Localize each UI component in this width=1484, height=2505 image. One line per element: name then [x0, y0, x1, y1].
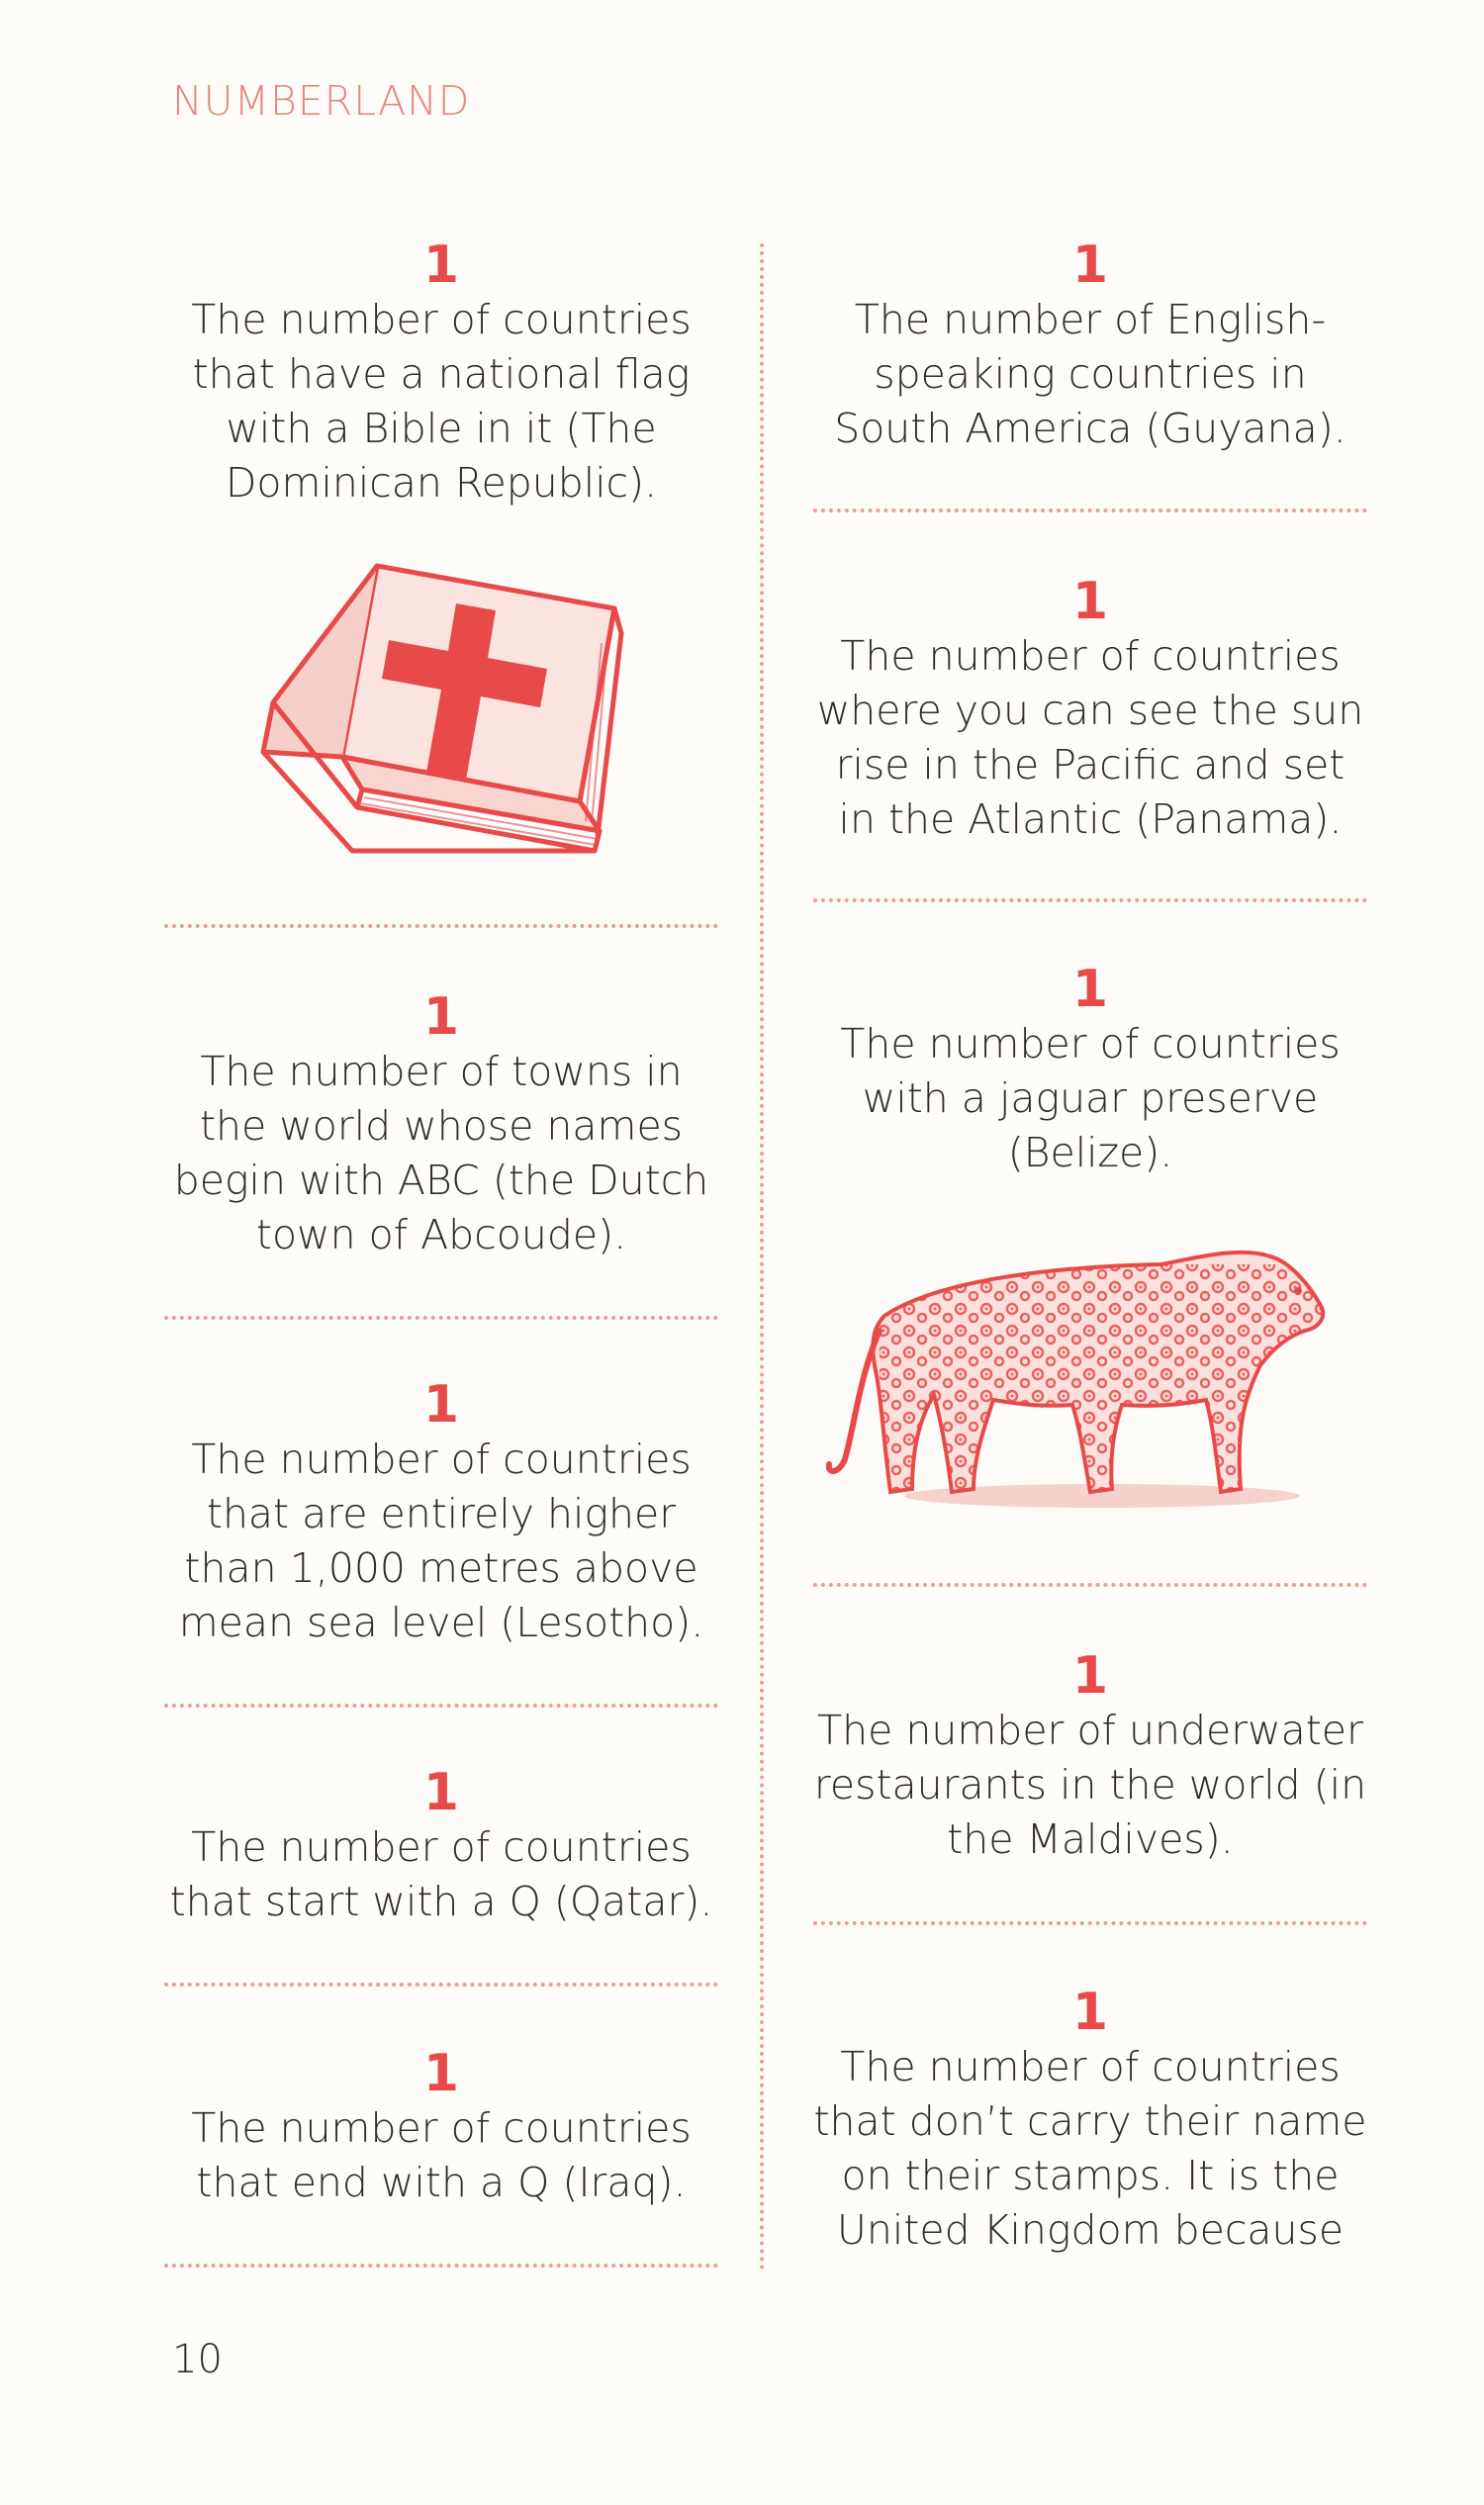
fact-number: 1 — [422, 987, 460, 1047]
fact-number: 1 — [422, 1763, 460, 1822]
separator — [813, 1921, 1367, 1925]
fact-item — [813, 962, 1367, 1180]
fact-text: The number of towns in the world whose names begin with ABC (the Dutch town of Abcoude). — [173, 1048, 709, 1258]
fact-number: 1 — [1071, 1646, 1109, 1706]
separator — [813, 509, 1367, 512]
separator — [813, 898, 1367, 902]
fact-item — [164, 1377, 718, 1650]
separator — [164, 1704, 718, 1708]
running-header: NUMBERLAND — [172, 77, 471, 125]
fact-text: The number of countries where you can see the sun rise in the Pacific and set in the Atlantic (Panama). — [816, 632, 1364, 843]
fact-number: 1 — [1071, 960, 1109, 1019]
separator — [164, 924, 718, 928]
fact-item — [164, 237, 718, 510]
fact-number: 1 — [422, 2044, 460, 2103]
fact-item — [164, 2046, 718, 2210]
fact-number: 1 — [422, 235, 460, 295]
right-column — [813, 0, 1367, 2505]
bible-icon — [253, 554, 629, 881]
fact-text: The number of countries that end with a Q (Iraq). — [191, 2104, 692, 2206]
page-number: 10 — [172, 2337, 223, 2382]
fact-number: 1 — [1071, 235, 1109, 295]
fact-text: The number of underwater restaurants in the world (in the Maldives). — [813, 1707, 1367, 1863]
separator — [164, 1316, 718, 1320]
fact-text: The number of countries that start with a Q (Qatar). — [169, 1823, 713, 1925]
separator — [164, 2264, 718, 2268]
fact-number: 1 — [422, 1375, 460, 1435]
fact-text: The number of countries that have a national flag with a Bible in it (The Dominican Republic). — [191, 296, 692, 507]
fact-text: The number of countries that are entirely higher than 1,000 metres above mean sea level (Lesotho). — [178, 1436, 704, 1646]
fact-item — [813, 1985, 1367, 2258]
fact-number: 1 — [1071, 572, 1109, 631]
fact-item — [813, 574, 1367, 847]
left-column — [164, 0, 718, 2505]
fact-item — [813, 1648, 1367, 1867]
separator — [164, 1983, 718, 1987]
fact-item — [164, 1765, 718, 1929]
fact-text: The number of countries with a jaguar preserve (Belize). — [840, 1020, 1341, 1176]
column-divider — [760, 243, 764, 2272]
jaguar-icon — [825, 1237, 1349, 1533]
fact-text: The number of countries that don’t carry their name on their stamps. It is the United Kingdom because — [813, 2043, 1367, 2254]
separator — [813, 1583, 1367, 1587]
fact-item — [164, 989, 718, 1262]
fact-item — [813, 237, 1367, 456]
fact-number: 1 — [1071, 1983, 1109, 2042]
fact-text: The number of English-speaking countries in South America (Guyana). — [834, 296, 1346, 452]
